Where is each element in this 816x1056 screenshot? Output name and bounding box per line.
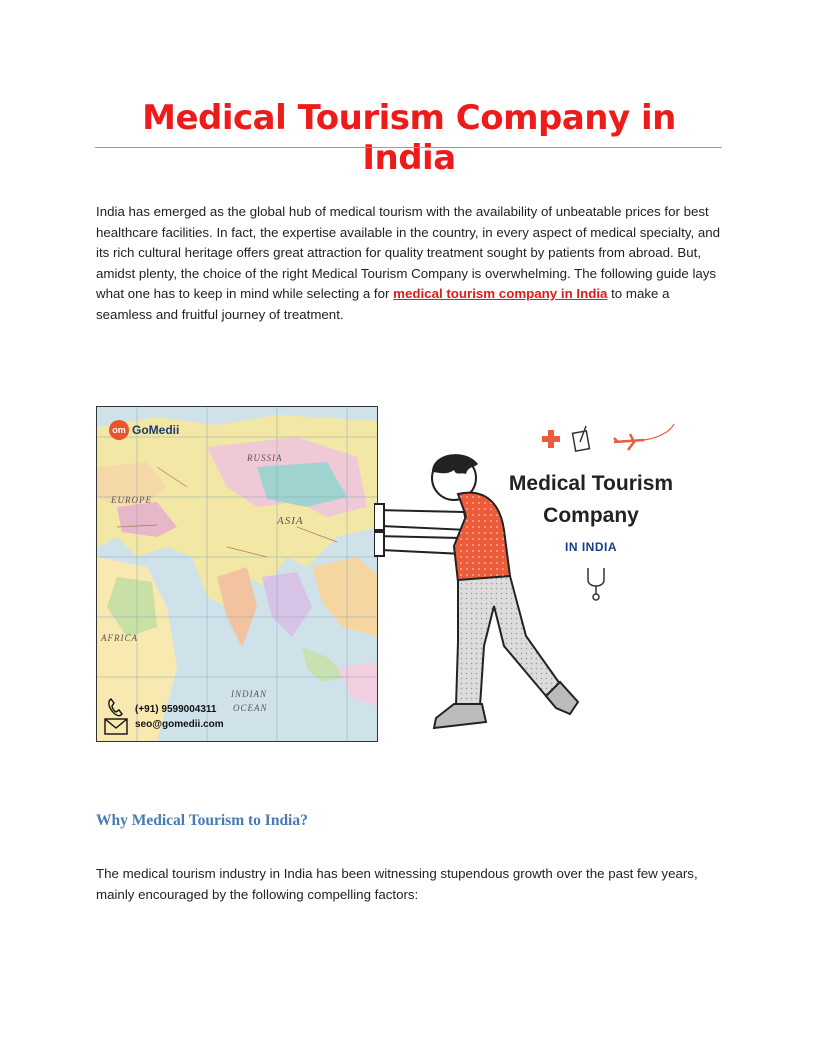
map-label-indian: INDIAN [231, 689, 267, 699]
logo-mark: om [109, 420, 129, 440]
section-heading: Why Medical Tourism to India? [96, 812, 308, 829]
banner-illustration [96, 406, 716, 742]
contact-block [103, 697, 224, 737]
section-paragraph: The medical tourism industry in India has been witnessing stupendous growth over the past few years, mainly encouraged by the following compelling factors: [96, 866, 698, 902]
map-label-ocean: OCEAN [233, 703, 268, 713]
medical-travel-icons [534, 420, 684, 460]
plus-icon [542, 430, 560, 448]
airplane-icon [614, 434, 644, 450]
medical-tourism-company-link[interactable]: medical tourism company in India [393, 286, 608, 302]
stethoscope-icon [584, 566, 608, 602]
contact-email: seo@gomedii.com [135, 719, 224, 730]
intro-text-before-link: India has emerged as the global hub of medical tourism with the availability of unbeatable prices for best healthcare facilities. In fact, the expertise available in the country, in every aspect of medical specialty, and its rich cultural heritage offers great attraction for quality treatment sought by patients from abroad. But, amidst plenty, the choice of the right Medical Tourism Company is overwhelming. The following guide lays what one has to keep in mind while selecting a for [96, 204, 721, 302]
banner-subheading: IN INDIA [565, 540, 617, 554]
gomedii-logo [109, 419, 179, 441]
intro-paragraph [96, 202, 726, 326]
contact-phone: (+91) 9599004311 [135, 704, 217, 715]
map-label-asia: ASIA [277, 515, 304, 527]
banner-heading: Medical Tourism Company [508, 472, 674, 527]
map-label-russia: RUSSIA [247, 453, 283, 463]
title-divider [95, 147, 722, 148]
world-map-image [96, 406, 378, 742]
page-title: Medical Tourism Company in India [142, 98, 676, 178]
map-label-europe: EUROPE [111, 495, 152, 505]
pen-icon [580, 426, 586, 442]
intro-text-after-link: to make a seamless and fruitful journey of treatment. [96, 286, 670, 322]
map-label-africa: AFRICA [101, 633, 138, 643]
logo-text: GoMedii [132, 423, 180, 437]
phone-mail-icon [103, 697, 129, 737]
